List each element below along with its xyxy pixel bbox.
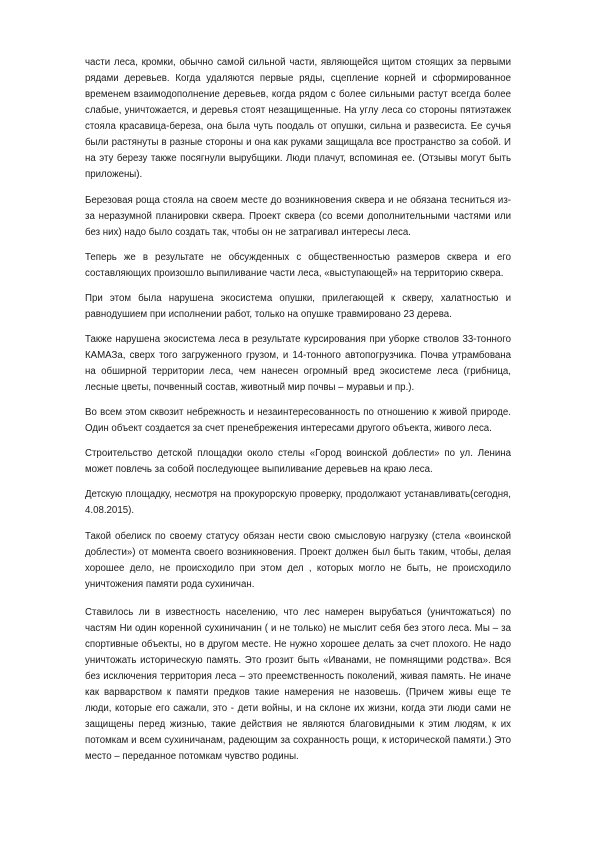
paragraph-7: Строительство детской площадки около стелы «Город воинской доблести» по ул. Ленина может повлечь за собой последующее выпиливание деревьев на краю леса. (85, 448, 511, 475)
paragraph-10: Ставилось ли в известность населению, что лес намерен вырубаться (уничтожаться) по частям Ни один коренной сухиничанин ( и не только) не мыслит себя без этого леса. Мы – за спортивные объекты, но в другом месте. Не нужно хорошее делать за счет плохого. Не надо уничтожать историческую память. Это грозит быть «Иванами, не помнящими родства». Вся без исключения территория леса – это преемственность поколений, живая память. Не иначе как варварством к памяти предков такие намерения не назовешь. (Причем живы еще те люди, которые его сажали, это - дети войны, и на склоне их жизни, когда эти люди сами не защищены перед жизнью, такие действия не являются благовидными к этим людям, к их потомкам и всем сухиничанам, радеющим за сохранность рощи, к исторической памяти.) Это место – переданное потомкам чувство родины. (85, 607, 511, 762)
paragraph-4: При этом была нарушена экосистема опушки, прилегающей к скверу, халатностью и равнодушием при исполнении работ, только на опушке травмировано 23 дерева. (85, 293, 511, 320)
paragraph-6: Во всем этом сквозит небрежность и незаинтересованность по отношению к живой природе. Один объект создается за счет пренебрежения интересами другого объекта, живого леса. (85, 407, 511, 434)
paragraph-2: Березовая роща стояла на своем месте до возникновения сквера и не обязана тесниться из-за неразумной планировки сквера. Проект сквера (со всеми дополнительными частями или без них) надо было создать так, чтобы он не затрагивал интересы леса. (85, 195, 511, 238)
document-body (85, 55, 511, 765)
paragraph-3: Теперь же в результате не обсужденных с общественностью размеров сквера и его составляющих произошло выпиливание части леса, «выступающей» на территорию сквера. (85, 252, 511, 279)
paragraph-5: Также нарушена экосистема леса в результате курсирования при уборке стволов 33-тонного КАМАЗа, сверх того загруженного грузом, и 14-тонного автопогрузчика. Почва утрамбована на обширной территории леса, чем нанесен огромный вред экосистеме леса (грибница, лесные цветы, почвенный состав, животный мир почвы – муравьи и пр.). (85, 334, 511, 393)
paragraph-8: Детскую площадку, несмотря на прокурорскую проверку, продолжают устанавливать(сегодня, 4.08.2015). (85, 489, 511, 516)
paragraph-9: Такой обелиск по своему статусу обязан нести свою смысловую нагрузку (стела «воинской доблести») от момента своего возникновения. Проект должен был быть таким, чтобы, делая хорошее дело, не происходило при этом дел , которых могло не быть, не происходило уничтожения памяти рода сухиничан. (85, 531, 511, 590)
paragraph-1: части леса, кромки, обычно самой сильной части, являющейся щитом стоящих за первыми рядами деревьев. Когда удаляются первые ряды, сцепление корней и сформированное временем взаимодополнение деревьев, когда рядом с более сильными растут всегда более слабые, уничтожается, и деревья стоят незащищенные. На углу леса со стороны пятиэтажек стояла красавица-береза, она была чуть поодаль от опушки, сильна и развесиста. Ее сучья были растянуты в разные стороны и она как руками защищала все пространство за собой. И на эту березу также посягнули вырубщики. Люди плачут, вспоминая ее. (Отзывы могут быть приложены). (85, 57, 511, 180)
